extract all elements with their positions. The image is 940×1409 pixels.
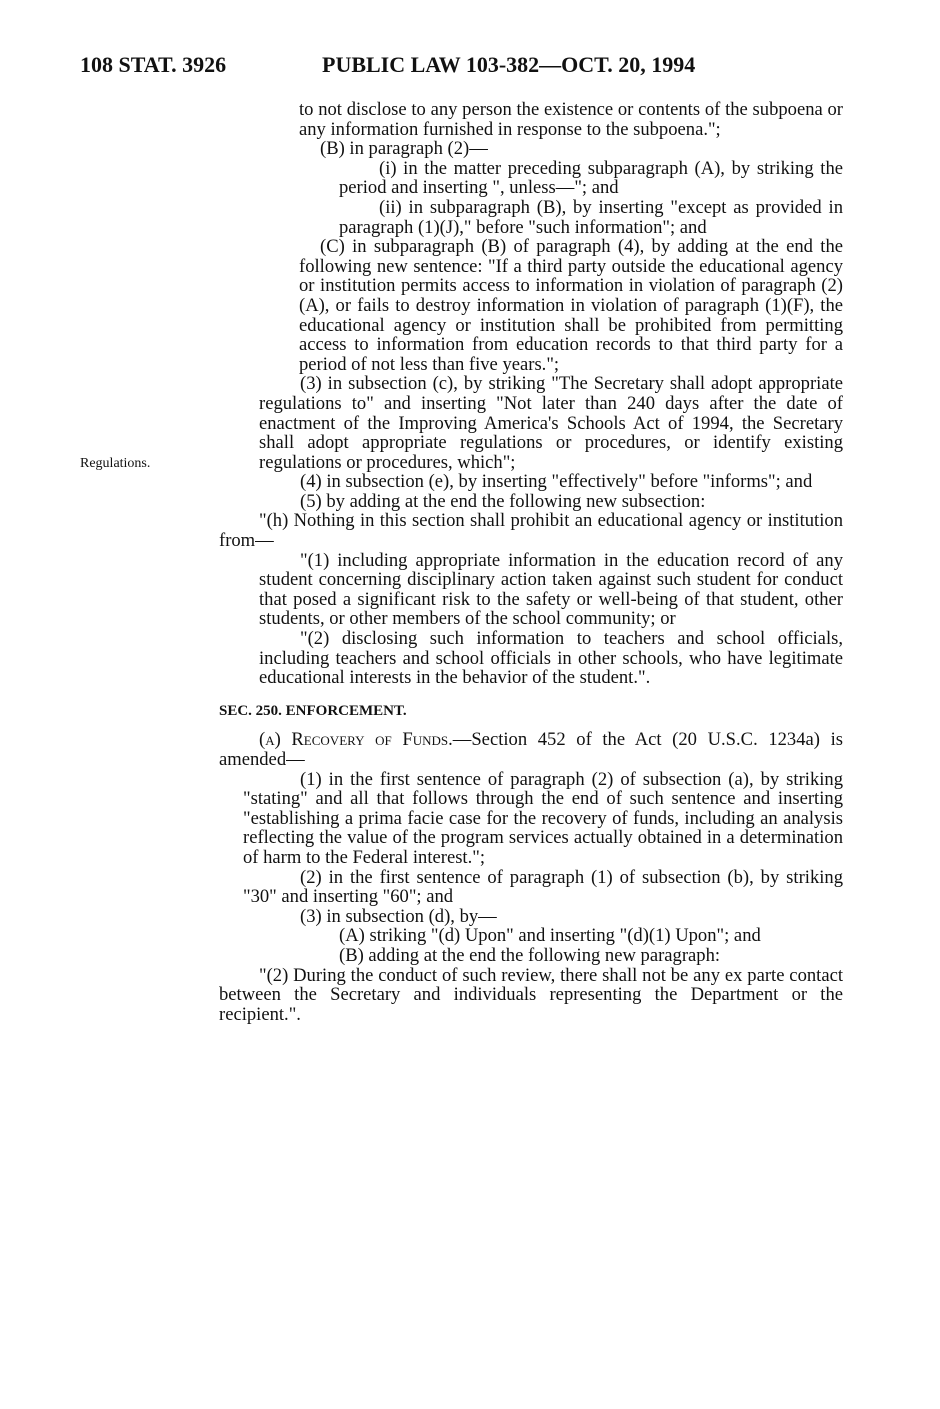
law-title: PUBLIC LAW 103-382—OCT. 20, 1994	[322, 52, 696, 77]
paragraph: (5) by adding at the end the following new subsection:	[300, 490, 706, 512]
paragraph: (ii) in subparagraph (B), by inserting "except as provided in paragraph (1)(J)," before "such information"; and	[339, 196, 843, 238]
paragraph: "(1) including appropriate information in the education record of any student concerning disciplinary action taken against such student for conduct that posed a significant risk to the safety or well-being of that student, other students, or other members of the school community; or	[259, 549, 843, 630]
paragraph: (i) in the matter preceding subparagraph (A), by striking the period and inserting ", unless—"; and	[339, 157, 843, 199]
paragraph: (A) striking "(d) Upon" and inserting "(d)(1) Upon"; and	[339, 925, 761, 947]
paragraph: (3) in subsection (d), by—	[300, 905, 497, 927]
margin-note-regulations: Regulations.	[80, 456, 151, 471]
paragraph-caption: (a) Recovery of Funds.	[259, 729, 453, 751]
paragraph: (B) in paragraph (2)—	[320, 138, 488, 160]
paragraph: "(2) disclosing such information to teachers and school officials, including teachers and school officials in other schools, who have legitimate educational interests in the behavior of the student.".	[259, 628, 843, 689]
paragraph	[219, 730, 843, 769]
paragraph: "(2) During the conduct of such review, there shall not be any ex parte contact between the Secretary and individuals representing the Department or the recipient.".	[219, 964, 843, 1025]
paragraph-text: —Section 452 of the Act (20 U.S.C. 1234a) is amended—	[219, 729, 844, 770]
page-reference: 108 STAT. 3926	[80, 52, 227, 77]
paragraph: to not disclose to any person the existence or contents of the subpoena or any information furnished in response to the subpoena.";	[299, 99, 843, 140]
paragraph: (4) in subsection (e), by inserting "effectively" before "informs"; and	[300, 471, 813, 493]
paragraph: (3) in subsection (c), by striking "The Secretary shall adopt appropriate regulations to" and inserting "Not later than 240 days after the date of enactment of the Improving America's Schools Act of 1994, the Secretary shall adopt appropriate regulations or procedures, or identify existing regulations or procedures, which";	[259, 373, 843, 473]
paragraph: "(h) Nothing in this section shall prohibit an educational agency or institution from—	[219, 510, 843, 552]
paragraph: (1) in the first sentence of paragraph (2) of subsection (a), by striking "stating" and all that follows through the end of such sentence and inserting "establishing a prima facie case for the recovery of funds, including an analysis reflecting the value of the program services actually obtained in a determination of harm to the Federal interest.";	[243, 768, 843, 868]
paragraph: (2) in the first sentence of paragraph (1) of subsection (b), by striking "30" and inserting "60"; and	[243, 866, 843, 908]
document-body	[219, 100, 843, 1024]
section-heading: SEC. 250. ENFORCEMENT.	[219, 702, 407, 719]
paragraph: (B) adding at the end the following new paragraph:	[339, 944, 721, 966]
page-header	[0, 52, 940, 86]
paragraph: (C) in subparagraph (B) of paragraph (4), by adding at the end the following new sentence: "If a third party outside the educational agency or institution permits access to information in violation of paragraph (2)(A), or fails to destroy information in violation of paragraph (1)(F), the educational agency or institution shall be prohibited from permitting access to information from education records to that third party for a period of not less than five years.";	[299, 236, 843, 375]
